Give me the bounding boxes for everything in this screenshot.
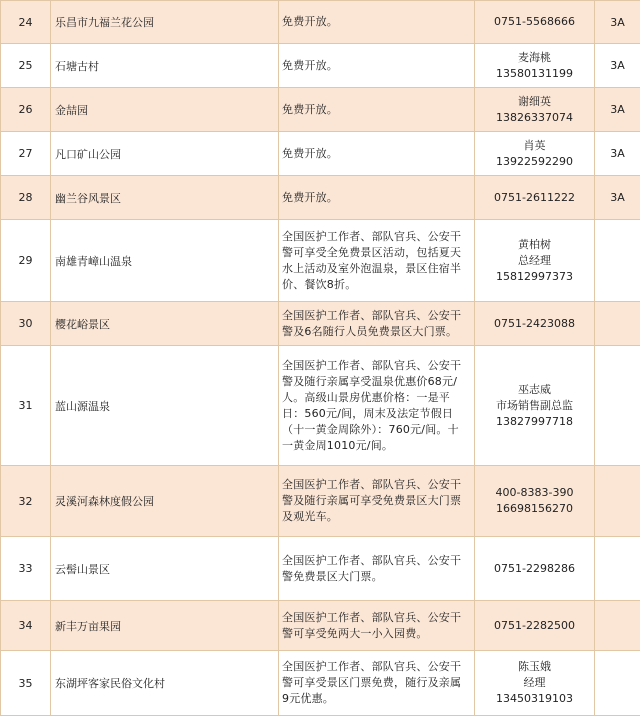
discount-policy — [279, 302, 475, 346]
policy-line: 人。高级山景房优惠价格：一是平 — [282, 390, 471, 406]
table-row — [1, 220, 640, 302]
scenic-spot-name: 幽兰谷风景区 — [51, 176, 201, 220]
table-row — [1, 537, 640, 601]
scenic-spot-name: 金喆园 — [51, 88, 201, 132]
contact-line: 谢细英 — [478, 94, 591, 110]
table-row — [1, 1, 640, 44]
policy-line: 价、餐饮8折。 — [282, 277, 471, 293]
policy-line: 全国医护工作者、部队官兵、公安干 — [282, 308, 471, 324]
contact-line: 13450319103 — [478, 691, 591, 707]
row-number: 33 — [1, 537, 51, 601]
policy-line: 9元优惠。 — [282, 691, 471, 707]
policy-line: 警及随行亲属享受温泉优惠价68元/ — [282, 374, 471, 390]
table-row — [1, 176, 640, 220]
row-number: 32 — [1, 466, 51, 537]
contact-info — [475, 601, 595, 651]
contact-line: 巫志威 — [478, 382, 591, 398]
scenic-level — [595, 466, 640, 537]
policy-line: 警及6名随行人员免费景区大门票。 — [282, 324, 471, 340]
scenic-level: 3A — [595, 1, 640, 44]
table-row — [1, 88, 640, 132]
scenic-level — [595, 601, 640, 651]
scenic-level — [595, 537, 640, 601]
scenic-level: 3A — [595, 176, 640, 220]
empty-cell — [201, 88, 279, 132]
policy-line: 日：560元/间，周末及法定节假日 — [282, 406, 471, 422]
contact-line: 黄柏树 — [478, 237, 591, 253]
row-number: 35 — [1, 651, 51, 716]
row-number: 31 — [1, 346, 51, 466]
row-number: 26 — [1, 88, 51, 132]
row-number: 30 — [1, 302, 51, 346]
table-row — [1, 44, 640, 88]
contact-info — [475, 88, 595, 132]
contact-line: 麦海桃 — [478, 50, 591, 66]
scenic-level: 3A — [595, 88, 640, 132]
policy-line: 全国医护工作者、部队官兵、公安干 — [282, 659, 471, 675]
contact-line: 13827997718 — [478, 414, 591, 430]
contact-info — [475, 537, 595, 601]
discount-policy — [279, 346, 475, 466]
discount-policy — [279, 220, 475, 302]
scenic-spot-name: 乐昌市九福兰花公园 — [51, 1, 201, 44]
scenic-spot-name: 新丰万亩果园 — [51, 601, 201, 651]
discount-policy — [279, 176, 475, 220]
contact-info — [475, 1, 595, 44]
policy-line: 水上活动及室外泡温泉，景区住宿半 — [282, 261, 471, 277]
policy-line: 免费开放。 — [282, 14, 471, 30]
empty-cell — [201, 346, 279, 466]
contact-line: 0751-2282500 — [478, 618, 591, 634]
scenic-level: 3A — [595, 44, 640, 88]
scenic-spot-name: 南雄青嶂山温泉 — [51, 220, 201, 302]
discount-policy — [279, 651, 475, 716]
contact-line: 13826337074 — [478, 110, 591, 126]
row-number: 34 — [1, 601, 51, 651]
contact-line: 陈玉娥 — [478, 659, 591, 675]
policy-line: 全国医护工作者、部队官兵、公安干 — [282, 358, 471, 374]
contact-info — [475, 651, 595, 716]
contact-info — [475, 346, 595, 466]
row-number: 27 — [1, 132, 51, 176]
contact-line: 13922592290 — [478, 154, 591, 170]
scenic-spot-name: 云髻山景区 — [51, 537, 201, 601]
contact-info — [475, 132, 595, 176]
contact-line: 肖英 — [478, 138, 591, 154]
policy-line: 警可享受免两大一小入园费。 — [282, 626, 471, 642]
contact-line: 13580131199 — [478, 66, 591, 82]
empty-cell — [201, 176, 279, 220]
policy-line: 全国医护工作者、部队官兵、公安干 — [282, 553, 471, 569]
scenic-level — [595, 651, 640, 716]
contact-info — [475, 44, 595, 88]
contact-line: 经理 — [478, 675, 591, 691]
table-row — [1, 132, 640, 176]
contact-line: 0751-2298286 — [478, 561, 591, 577]
discount-policy — [279, 88, 475, 132]
contact-info — [475, 302, 595, 346]
row-number: 28 — [1, 176, 51, 220]
table-row — [1, 346, 640, 466]
policy-line: 免费开放。 — [282, 190, 471, 206]
row-number: 29 — [1, 220, 51, 302]
table-row — [1, 466, 640, 537]
contact-line: 400-8383-390 — [478, 485, 591, 501]
table-row — [1, 302, 640, 346]
table-row — [1, 601, 640, 651]
contact-line: 15812997373 — [478, 269, 591, 285]
policy-line: 警可享受全免费景区活动，包括夏天 — [282, 245, 471, 261]
scenic-spot-name: 樱花峪景区 — [51, 302, 201, 346]
policy-line: 全国医护工作者、部队官兵、公安干 — [282, 229, 471, 245]
empty-cell — [201, 651, 279, 716]
contact-line: 0751-2423088 — [478, 316, 591, 332]
policy-line: 全国医护工作者、部队官兵、公安干 — [282, 610, 471, 626]
scenic-level — [595, 346, 640, 466]
contact-line: 16698156270 — [478, 501, 591, 517]
empty-cell — [201, 220, 279, 302]
discount-policy — [279, 1, 475, 44]
scenic-spot-name: 灵溪河森林度假公园 — [51, 466, 201, 537]
empty-cell — [201, 302, 279, 346]
row-number: 24 — [1, 1, 51, 44]
discount-policy — [279, 132, 475, 176]
contact-info — [475, 176, 595, 220]
discount-policy — [279, 537, 475, 601]
policy-line: 及观光车。 — [282, 509, 471, 525]
empty-cell — [201, 1, 279, 44]
scenic-level — [595, 302, 640, 346]
scenic-spot-name: 蓝山源温泉 — [51, 346, 201, 466]
contact-line: 总经理 — [478, 253, 591, 269]
empty-cell — [201, 44, 279, 88]
empty-cell — [201, 537, 279, 601]
empty-cell — [201, 601, 279, 651]
policy-line: 一黄金周1010元/间。 — [282, 438, 471, 454]
contact-info — [475, 220, 595, 302]
empty-cell — [201, 132, 279, 176]
discount-policy — [279, 601, 475, 651]
scenic-level — [595, 220, 640, 302]
policy-line: （十一黄金周除外）：760元/间。十 — [282, 422, 471, 438]
discount-policy — [279, 44, 475, 88]
table-row — [1, 651, 640, 716]
contact-line: 市场销售副总监 — [478, 398, 591, 414]
row-number: 25 — [1, 44, 51, 88]
contact-line: 0751-5568666 — [478, 14, 591, 30]
policy-line: 全国医护工作者、部队官兵、公安干 — [282, 477, 471, 493]
contact-line: 0751-2611222 — [478, 190, 591, 206]
table-body — [1, 1, 640, 716]
policy-line: 免费开放。 — [282, 58, 471, 74]
scenic-spot-name: 东湖坪客家民俗文化村 — [51, 651, 201, 716]
policy-line: 免费开放。 — [282, 102, 471, 118]
empty-cell — [201, 466, 279, 537]
policy-line: 免费开放。 — [282, 146, 471, 162]
discount-policy — [279, 466, 475, 537]
policy-line: 警及随行亲属可享受免费景区大门票 — [282, 493, 471, 509]
policy-line: 警可享受景区门票免费，随行及亲属 — [282, 675, 471, 691]
scenic-level: 3A — [595, 132, 640, 176]
scenic-spot-name: 石塘古村 — [51, 44, 201, 88]
policy-line: 警免费景区大门票。 — [282, 569, 471, 585]
scenic-spot-name: 凡口矿山公园 — [51, 132, 201, 176]
contact-info — [475, 466, 595, 537]
